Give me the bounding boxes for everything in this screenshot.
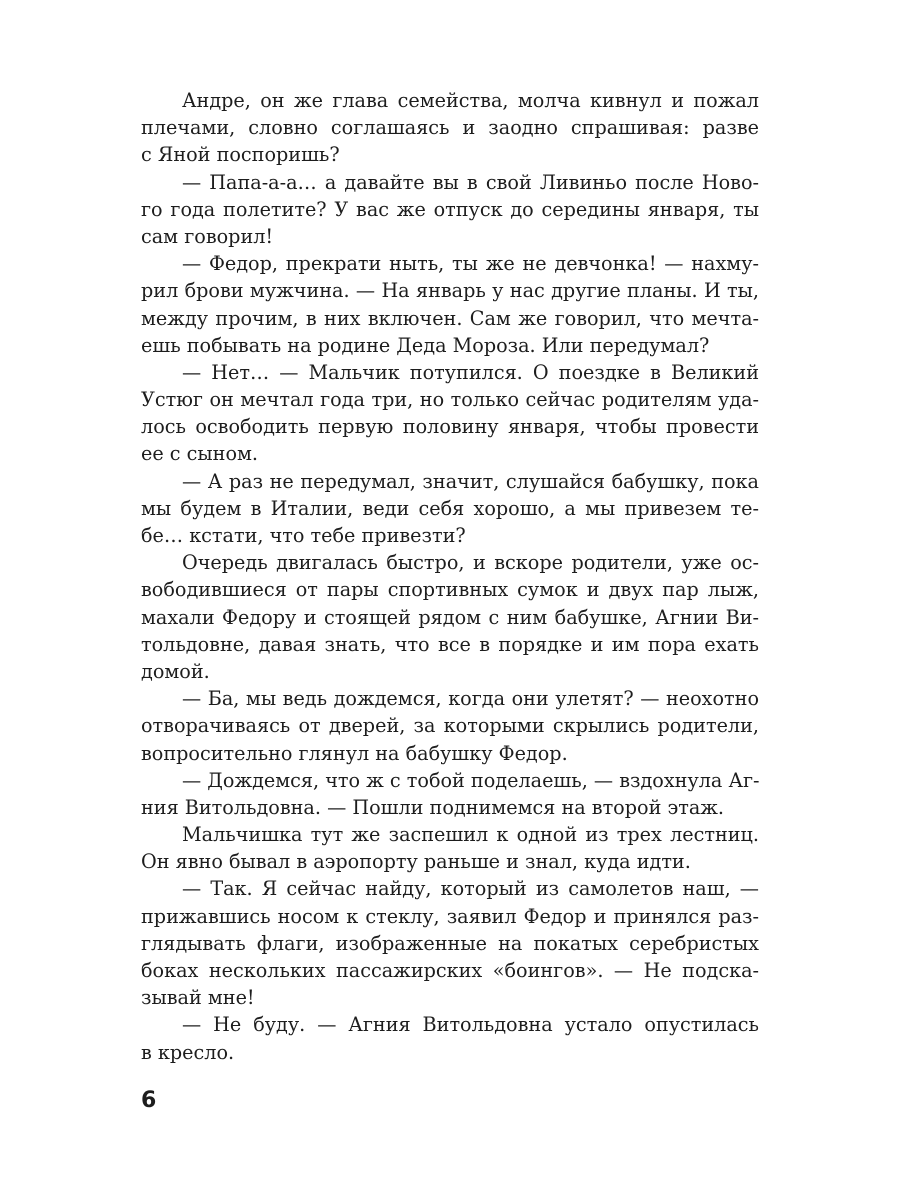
text-line: зывай мне! [141,986,255,1010]
text-line: вободившиеся от пары спортивных сумок и двух пар лыж, [141,578,759,602]
text-line: отворачиваясь от дверей, за которыми скрылись родители, [141,714,759,738]
text-line: прижавшись носом к стеклу, заявил Федор и принялся раз- [141,904,759,928]
text-line: — Так. Я сейчас найду, который из самолетов наш, — [182,877,759,901]
text-line: — А раз не передумал, значит, слушайся бабушку, пока [182,469,759,493]
text-line: мы будем в Италии, веди себя хорошо, а мы привезем те- [141,496,759,520]
text-line: сам говорил! [141,224,274,248]
text-line: с Яной поспоришь? [141,143,340,167]
text-line: махали Федору и стоящей рядом с ним бабушке, Агнии Ви- [141,605,759,629]
text-line: Устюг он мечтал года три, но только сейчас родителям уда- [141,388,759,412]
text-line: лось освободить первую половину января, чтобы провести [141,415,759,439]
text-line: плечами, словно соглашаясь и заодно спрашивая: разве [141,116,759,140]
text-line: тольдовне, давая знать, что все в порядке и им пора ехать [141,632,759,656]
text-line: ешь побывать на родине Деда Мороза. Или передумал? [141,333,710,357]
text-line: Очередь двигалась быстро, и вскоре родители, уже ос- [182,551,759,575]
text-line: — Ба, мы ведь дождемся, когда они улетят? — неохотно [182,687,759,711]
text-line: Андре, он же глава семейства, молча кивнул и пожал [182,89,759,112]
text-line: — Дождемся, что ж с тобой поделаешь, — вздохнула Аг- [182,768,760,792]
text-line: Мальчишка тут же заспешил к одной из трех лестниц. [182,823,759,847]
text-line: — Нет… — Мальчик потупился. О поездке в Великий [182,360,759,384]
text-line: бе… кстати, что тебе привезти? [141,524,466,547]
text-line: Он явно бывал в аэропорту раньше и знал, куда идти. [141,850,691,874]
text-line: — Не буду. — Агния Витольдовна устало опустилась [182,1013,759,1037]
page-body-text [141,87,759,1066]
text-line: — Федор, прекрати ныть, ты же не девчонка! — нахму- [182,252,759,276]
page-number: 6 [141,1088,157,1113]
text-line: боках нескольких пассажирских «боингов». — Не подска- [141,959,759,982]
text-line: — Папа-а-а… а давайте вы в свой Ливиньо после Ново- [182,170,759,194]
text-line: рил брови мужчина. — На январь у нас другие планы. И ты, [141,279,759,303]
text-line: глядывать флаги, изображенные на покатых серебристых [141,931,759,955]
text-line: домой. [141,659,210,683]
text-line: вопросительно глянул на бабушку Федор. [141,741,568,765]
text-line: между прочим, в них включен. Сам же говорил, что мечта- [141,306,759,330]
text-line: го года полетите? У вас же отпуск до середины января, ты [141,197,759,221]
text-line: ния Витольдовна. — Пошли поднимемся на второй этаж. [141,795,725,819]
text-line: ее с сыном. [141,442,259,466]
text-line: в кресло. [141,1040,235,1064]
